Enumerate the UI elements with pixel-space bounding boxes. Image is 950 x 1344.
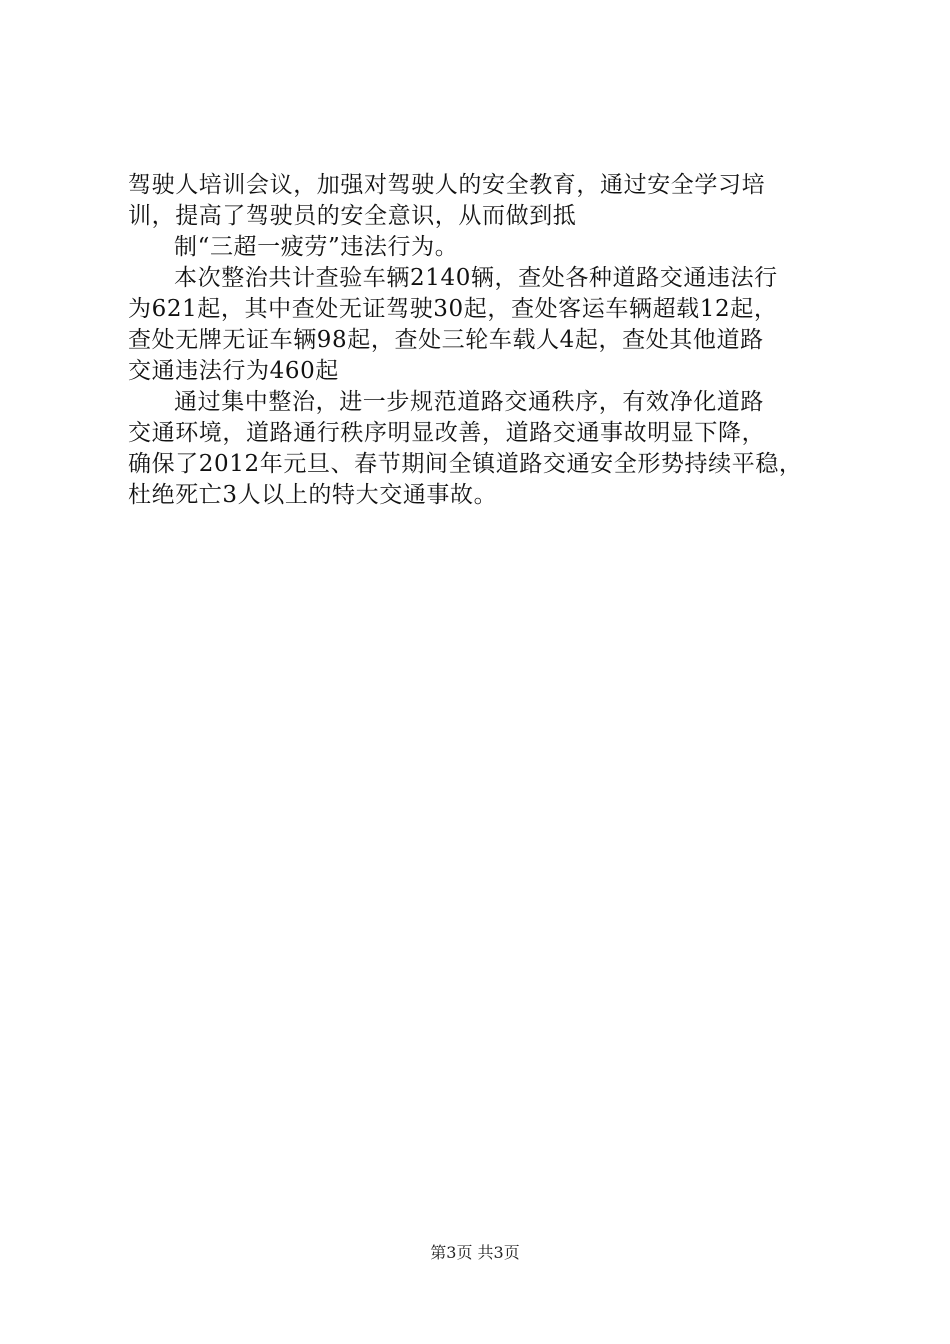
text-line: 杜绝死亡3人以上的特大交通事故。 — [128, 482, 498, 508]
page-number: 第3页 共3页 — [430, 1243, 520, 1262]
document-body — [128, 170, 828, 511]
text-line: 确保了2012年元旦、春节期间全镇道路交通安全形势持续平稳， — [128, 451, 803, 477]
text-line: 交通违法行为460起 — [128, 358, 339, 384]
paragraph-start-line: 通过集中整治，进一步规范道路交通秩序，有效净化道路 — [174, 389, 764, 415]
text-line: 交通环境，道路通行秩序明显改善，道路交通事故明显下降， — [128, 420, 766, 446]
text-line: 训，提高了驾驶员的安全意识，从而做到抵 — [128, 203, 577, 229]
text-line: 驾驶人培训会议，加强对驾驶人的安全教育，通过安全学习培 — [128, 172, 766, 198]
text-line: 为621起，其中查处无证驾驶30起，查处客运车辆超载12起， — [128, 296, 778, 322]
page-footer — [0, 1243, 950, 1263]
paragraph-start-line: 本次整治共计查验车辆2140辆，查处各种道路交通违法行 — [174, 265, 778, 291]
text-line: 制“三超一疲劳”违法行为。 — [174, 234, 459, 260]
text-line: 查处无牌无证车辆98起，查处三轮车载人4起，查处其他道路 — [128, 327, 764, 353]
